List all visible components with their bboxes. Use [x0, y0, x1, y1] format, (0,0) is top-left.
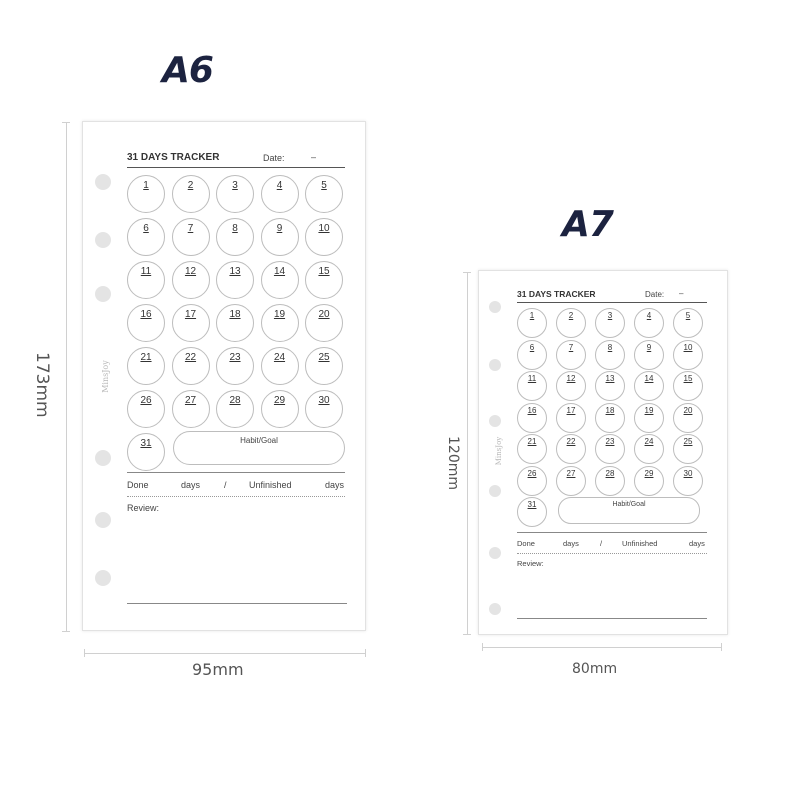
a6-day-circle[interactable] [305, 218, 343, 256]
a6-day-circle[interactable] [216, 218, 254, 256]
a6-day-circle[interactable] [261, 347, 299, 385]
a6-day-circle[interactable] [216, 261, 254, 299]
a7-day-circle[interactable] [634, 340, 664, 370]
a7-day-circle[interactable] [517, 340, 547, 370]
a6-tracker-title: 31 DAYS TRACKER [127, 152, 220, 163]
a7-day-circle[interactable] [556, 403, 586, 433]
a6-width-tick-left [84, 649, 85, 657]
a6-day-circle[interactable] [305, 261, 343, 299]
a7-size-title: A7 [562, 204, 613, 245]
a6-day-circle[interactable] [172, 390, 210, 428]
a7-day-circle[interactable] [634, 466, 664, 496]
a6-day-number: 10 [318, 223, 330, 234]
a6-footer-top-line [127, 472, 345, 473]
a6-width-label: 95mm [192, 660, 244, 679]
a6-day-circle[interactable] [127, 304, 165, 342]
a7-day-number: 8 [607, 342, 613, 352]
a7-day-number: 16 [527, 405, 537, 415]
a7-day-circle[interactable] [595, 340, 625, 370]
a7-tracker-title: 31 DAYS TRACKER [517, 289, 596, 299]
a7-day-circle[interactable] [556, 340, 586, 370]
a7-unfinished-days-label: days [689, 539, 705, 548]
a6-day-number: 20 [318, 309, 330, 320]
a7-day-circle[interactable] [673, 403, 703, 433]
a6-day-number: 30 [318, 395, 330, 406]
a6-habit-goal-label: Habit/Goal [240, 436, 278, 445]
a7-day-number: 12 [566, 374, 576, 383]
a6-day-circle[interactable] [172, 347, 210, 385]
a6-day-number: 18 [229, 309, 241, 320]
a6-day-number: 9 [276, 223, 283, 234]
a6-day-number: 1 [143, 180, 149, 191]
a7-date-label: Date: [645, 290, 665, 299]
a6-day-number: 11 [140, 266, 152, 277]
a6-day-circle[interactable] [127, 261, 165, 299]
a7-day-number: 5 [685, 311, 691, 320]
a7-day-circle[interactable] [673, 340, 703, 370]
a7-day-number: 21 [527, 437, 537, 446]
a6-day-number: 5 [321, 180, 327, 191]
a6-day-circle[interactable] [261, 261, 299, 299]
a7-day-circle[interactable] [517, 403, 547, 433]
a6-day-number: 3 [232, 180, 238, 191]
a6-day-circle[interactable] [305, 390, 343, 428]
a6-day-number: 2 [187, 180, 194, 191]
a6-binder-hole [95, 174, 111, 190]
a6-header-line [127, 167, 345, 168]
a7-done-days-label: days [563, 539, 579, 548]
a7-width-tick-right [721, 643, 722, 651]
a7-day-circle[interactable] [634, 403, 664, 433]
a6-day-circle[interactable] [172, 261, 210, 299]
a7-day-circle[interactable] [673, 466, 703, 496]
a7-day-circle[interactable] [556, 371, 586, 401]
a6-day-circle[interactable] [305, 347, 343, 385]
a6-binder-hole [95, 512, 111, 528]
a6-day-circle[interactable] [172, 175, 210, 213]
a7-day-number: 23 [605, 437, 615, 446]
a6-done-label: Done [127, 480, 149, 490]
a7-day-circle[interactable] [556, 434, 586, 464]
a6-day-circle[interactable] [216, 304, 254, 342]
a7-binder-hole [489, 359, 501, 371]
a6-day-number: 21 [140, 352, 152, 363]
a6-day-number: 17 [184, 309, 197, 320]
a7-day-number: 20 [683, 405, 693, 415]
a7-slash: / [600, 539, 603, 548]
a6-day-number: 25 [318, 352, 330, 363]
a6-day-circle[interactable] [127, 218, 165, 256]
a6-day-circle[interactable] [305, 304, 343, 342]
a6-date-label: Date: [263, 153, 285, 163]
a6-day-circle[interactable] [127, 433, 165, 471]
a7-day-number: 19 [644, 405, 654, 415]
a7-header-line [517, 302, 707, 303]
a7-day-circle[interactable] [634, 371, 664, 401]
a7-day-number: 28 [605, 468, 615, 478]
a6-day-number: 14 [273, 266, 286, 277]
a7-day-number: 4 [646, 311, 652, 320]
a6-day-number: 6 [143, 223, 149, 234]
a7-day-circle[interactable] [556, 308, 586, 338]
a6-width-tick-right [365, 649, 366, 657]
a6-done-days-label: days [181, 480, 201, 490]
a7-unfinished-label: Unfinished [622, 539, 658, 548]
a6-review-label: Review: [127, 503, 160, 513]
a7-day-circle[interactable] [517, 434, 547, 464]
a7-width-label: 80mm [572, 661, 618, 677]
a7-footer-dotted-line [517, 553, 707, 554]
a6-day-number: 27 [184, 395, 197, 406]
a6-day-number: 23 [229, 352, 241, 363]
a7-day-circle[interactable] [673, 371, 703, 401]
a6-day-circle[interactable] [172, 218, 210, 256]
a7-brand-mark: MinsJoy [495, 436, 504, 466]
a7-day-circle[interactable] [673, 308, 703, 338]
a7-day-circle[interactable] [595, 434, 625, 464]
a6-size-title: A6 [162, 50, 213, 91]
a6-footer-dotted-line [127, 496, 345, 497]
a6-day-number: 31 [140, 438, 152, 449]
a7-day-circle[interactable] [517, 308, 547, 338]
a7-day-number: 11 [527, 374, 537, 383]
a7-day-number: 9 [646, 342, 652, 352]
a6-binder-hole [95, 450, 111, 466]
a7-binder-hole [489, 301, 501, 313]
a6-day-number: 19 [273, 309, 286, 320]
a7-height-dimension-line [467, 272, 468, 635]
a7-day-circle[interactable] [595, 466, 625, 496]
a7-day-number: 15 [683, 374, 693, 383]
a6-day-circle[interactable] [261, 218, 299, 256]
a7-height-label: 120mm [445, 436, 461, 490]
a6-unfinished-label: Unfinished [249, 480, 292, 490]
a7-width-dimension-line [482, 647, 722, 648]
a6-day-circle[interactable] [216, 347, 254, 385]
a6-day-number: 8 [232, 223, 238, 234]
a7-date-dash: – [679, 289, 684, 298]
a7-height-tick-bottom [463, 634, 471, 635]
a6-width-dimension-line [84, 653, 366, 654]
a7-binder-hole [489, 603, 501, 615]
a6-day-number: 28 [229, 395, 241, 406]
a7-day-circle[interactable] [556, 466, 586, 496]
a7-day-circle[interactable] [634, 434, 664, 464]
a6-day-number: 7 [187, 223, 194, 234]
a6-binder-hole [95, 232, 111, 248]
a7-day-number: 22 [566, 437, 576, 446]
a6-tracker-page [82, 121, 366, 631]
a6-day-circle[interactable] [127, 175, 165, 213]
a6-slash: / [224, 480, 227, 490]
a7-day-circle[interactable] [595, 371, 625, 401]
a7-day-number: 7 [568, 342, 574, 352]
a6-day-number: 13 [229, 266, 241, 277]
a6-day-number: 26 [140, 395, 152, 406]
a6-day-circle[interactable] [261, 175, 299, 213]
a6-day-number: 15 [318, 266, 330, 277]
a7-review-label: Review: [517, 559, 544, 568]
a7-habit-goal-box [558, 497, 700, 524]
a7-day-number: 1 [529, 311, 535, 320]
a7-footer-top-line [517, 532, 707, 533]
a7-height-tick-top [463, 272, 471, 273]
a7-day-number: 24 [644, 437, 654, 446]
a7-day-number: 18 [605, 405, 615, 415]
a6-day-number: 16 [140, 309, 152, 320]
a7-day-number: 25 [683, 437, 693, 446]
a6-height-label: 173mm [32, 352, 52, 418]
a7-day-number: 3 [607, 311, 613, 320]
a6-day-number: 12 [184, 266, 197, 277]
a7-habit-goal-label: Habit/Goal [612, 501, 646, 508]
a7-day-circle[interactable] [673, 434, 703, 464]
a6-review-bottom-line [127, 603, 347, 604]
a6-day-number: 4 [276, 180, 283, 191]
a6-day-circle[interactable] [305, 175, 343, 213]
a7-day-number: 27 [566, 468, 576, 478]
a6-height-tick-top [62, 122, 70, 123]
a7-review-bottom-line [517, 618, 707, 619]
a7-day-number: 29 [644, 468, 654, 478]
a7-day-circle[interactable] [517, 466, 547, 496]
a6-day-circle[interactable] [127, 347, 165, 385]
a6-day-circle[interactable] [216, 175, 254, 213]
a6-day-circle[interactable] [172, 304, 210, 342]
a6-unfinished-days-label: days [325, 480, 345, 490]
a7-width-tick-left [482, 643, 483, 651]
a6-date-dash: – [311, 152, 317, 162]
a7-day-number: 31 [527, 500, 537, 509]
a6-day-number: 22 [184, 352, 197, 363]
a7-binder-hole [489, 415, 501, 427]
a7-binder-hole [489, 485, 501, 497]
a7-day-circle[interactable] [634, 308, 664, 338]
a7-day-number: 10 [683, 342, 693, 352]
a6-day-number: 24 [273, 352, 286, 363]
a7-day-number: 26 [527, 468, 537, 478]
a6-day-circle[interactable] [127, 390, 165, 428]
a7-day-number: 13 [605, 374, 615, 383]
a6-brand-mark: MinsJoy [100, 360, 110, 393]
a7-day-number: 17 [566, 405, 576, 415]
a7-tracker-page [478, 270, 728, 635]
a6-binder-hole [95, 286, 111, 302]
a7-day-circle[interactable] [517, 497, 547, 527]
a7-day-circle[interactable] [595, 308, 625, 338]
a7-day-number: 14 [644, 374, 654, 383]
a6-day-circle[interactable] [261, 390, 299, 428]
a6-binder-hole [95, 570, 111, 586]
a7-done-label: Done [517, 539, 535, 548]
a6-day-number: 29 [273, 395, 286, 406]
a7-day-number: 30 [683, 468, 693, 478]
a6-height-tick-bottom [62, 631, 70, 632]
a6-height-dimension-line [66, 122, 67, 632]
a7-day-number: 2 [568, 311, 574, 320]
a7-day-circle[interactable] [595, 403, 625, 433]
a7-day-circle[interactable] [517, 371, 547, 401]
a6-day-circle[interactable] [216, 390, 254, 428]
a7-binder-hole [489, 547, 501, 559]
a6-habit-goal-box [173, 431, 345, 465]
a7-day-number: 6 [529, 342, 535, 352]
a6-day-circle[interactable] [261, 304, 299, 342]
